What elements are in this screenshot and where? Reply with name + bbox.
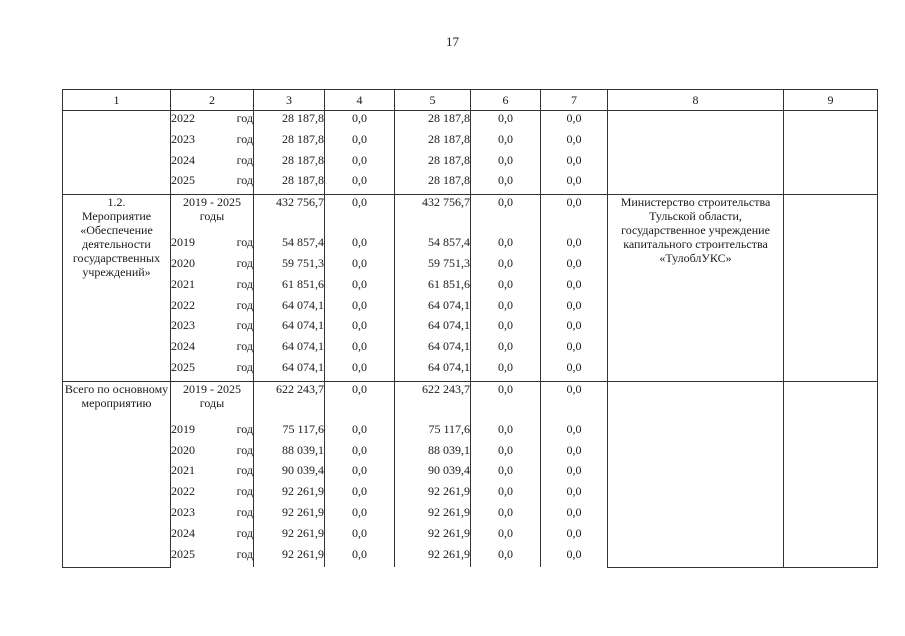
cell-col4: 0,0 bbox=[325, 235, 395, 256]
cell-col5: 54 857,4 bbox=[395, 235, 471, 256]
cell-col7: 0,0 bbox=[541, 298, 608, 319]
cell-col3: 92 261,9 bbox=[254, 484, 325, 505]
cell-col7: 0,0 bbox=[541, 339, 608, 360]
year-unit: год bbox=[236, 276, 253, 291]
cell-col7: 0,0 bbox=[541, 381, 608, 422]
cell-col5: 64 074,1 bbox=[395, 360, 471, 381]
cell-col3: 432 756,7 bbox=[254, 195, 325, 236]
year-cell bbox=[171, 298, 254, 319]
cell-col5: 88 039,1 bbox=[395, 443, 471, 464]
financing-table bbox=[62, 89, 878, 568]
cell-col6: 0,0 bbox=[471, 111, 541, 132]
year-unit: год bbox=[236, 111, 253, 125]
cell-col7: 0,0 bbox=[541, 132, 608, 153]
cell-col5: 92 261,9 bbox=[395, 484, 471, 505]
cell-col7: 0,0 bbox=[541, 153, 608, 174]
cell-col4: 0,0 bbox=[325, 422, 395, 443]
cell-col4: 0,0 bbox=[325, 132, 395, 153]
year-value: 2023 bbox=[171, 504, 195, 519]
year-value: 2019 bbox=[171, 421, 195, 436]
cell-col6: 0,0 bbox=[471, 360, 541, 381]
year-cell bbox=[171, 153, 254, 174]
cell-col5: 92 261,9 bbox=[395, 526, 471, 547]
cell-col3: 64 074,1 bbox=[254, 318, 325, 339]
year-value: 2025 bbox=[171, 546, 195, 561]
year-cell bbox=[171, 256, 254, 277]
cell-col3: 64 074,1 bbox=[254, 339, 325, 360]
cell-col4: 0,0 bbox=[325, 526, 395, 547]
cell-col4: 0,0 bbox=[325, 298, 395, 319]
cell-col4: 0,0 bbox=[325, 173, 395, 194]
cell-col4: 0,0 bbox=[325, 484, 395, 505]
cell-col7: 0,0 bbox=[541, 422, 608, 443]
cell-col6: 0,0 bbox=[471, 547, 541, 568]
cell-col4: 0,0 bbox=[325, 505, 395, 526]
cell-col4: 0,0 bbox=[325, 111, 395, 132]
cell-col3: 64 074,1 bbox=[254, 298, 325, 319]
year-unit: год bbox=[236, 463, 253, 478]
year-unit: год bbox=[236, 421, 253, 436]
cell-col5: 622 243,7 bbox=[395, 381, 471, 422]
year-value: 2023 bbox=[171, 318, 195, 333]
result-cell bbox=[784, 195, 878, 382]
year-value: 2025 bbox=[171, 173, 195, 188]
year-unit: год bbox=[236, 318, 253, 333]
period-cell: 2019 - 2025 годы bbox=[171, 381, 254, 422]
cell-col6: 0,0 bbox=[471, 277, 541, 298]
cell-col7: 0,0 bbox=[541, 235, 608, 256]
cell-col5: 64 074,1 bbox=[395, 339, 471, 360]
period-cell: 2019 - 2025 годы bbox=[171, 195, 254, 236]
cell-col6: 0,0 bbox=[471, 173, 541, 194]
year-cell bbox=[171, 111, 254, 132]
table-row bbox=[63, 195, 878, 236]
cell-col6: 0,0 bbox=[471, 463, 541, 484]
header-cell: 3 bbox=[254, 90, 325, 111]
year-cell bbox=[171, 277, 254, 298]
cell-col7: 0,0 bbox=[541, 463, 608, 484]
executor-cell bbox=[608, 381, 784, 567]
header-cell: 4 bbox=[325, 90, 395, 111]
cell-col6: 0,0 bbox=[471, 256, 541, 277]
year-value: 2022 bbox=[171, 484, 195, 499]
executor-cell bbox=[608, 111, 784, 195]
cell-col4: 0,0 bbox=[325, 339, 395, 360]
cell-col4: 0,0 bbox=[325, 463, 395, 484]
cell-col3: 54 857,4 bbox=[254, 235, 325, 256]
page-number: 17 bbox=[446, 34, 459, 49]
cell-col3: 92 261,9 bbox=[254, 505, 325, 526]
cell-col4: 0,0 bbox=[325, 443, 395, 464]
year-unit: год bbox=[236, 484, 253, 499]
cell-col5: 28 187,8 bbox=[395, 111, 471, 132]
cell-col6: 0,0 bbox=[471, 526, 541, 547]
cell-col4: 0,0 bbox=[325, 195, 395, 236]
year-unit: год bbox=[236, 442, 253, 457]
year-cell bbox=[171, 463, 254, 484]
cell-col3: 28 187,8 bbox=[254, 132, 325, 153]
cell-col6: 0,0 bbox=[471, 484, 541, 505]
cell-col6: 0,0 bbox=[471, 153, 541, 174]
header-cell: 1 bbox=[63, 90, 171, 111]
cell-col4: 0,0 bbox=[325, 547, 395, 568]
cell-col6: 0,0 bbox=[471, 422, 541, 443]
year-cell bbox=[171, 443, 254, 464]
cell-col6: 0,0 bbox=[471, 381, 541, 422]
cell-col7: 0,0 bbox=[541, 173, 608, 194]
year-value: 2024 bbox=[171, 152, 195, 167]
year-value: 2022 bbox=[171, 111, 195, 125]
cell-col4: 0,0 bbox=[325, 256, 395, 277]
cell-col5: 75 117,6 bbox=[395, 422, 471, 443]
year-unit: год bbox=[236, 525, 253, 540]
year-unit: год bbox=[236, 235, 253, 250]
year-unit: год bbox=[236, 546, 253, 561]
year-cell bbox=[171, 505, 254, 526]
cell-col5: 92 261,9 bbox=[395, 505, 471, 526]
year-value: 2020 bbox=[171, 255, 195, 270]
year-value: 2021 bbox=[171, 463, 195, 478]
cell-col7: 0,0 bbox=[541, 256, 608, 277]
table-row bbox=[63, 111, 878, 132]
year-unit: год bbox=[236, 504, 253, 519]
cell-col4: 0,0 bbox=[325, 318, 395, 339]
cell-col6: 0,0 bbox=[471, 195, 541, 236]
header-cell: 9 bbox=[784, 90, 878, 111]
cell-col3: 61 851,6 bbox=[254, 277, 325, 298]
cell-col6: 0,0 bbox=[471, 443, 541, 464]
cell-col7: 0,0 bbox=[541, 318, 608, 339]
cell-col4: 0,0 bbox=[325, 360, 395, 381]
cell-col7: 0,0 bbox=[541, 111, 608, 132]
cell-col5: 28 187,8 bbox=[395, 153, 471, 174]
cell-col7: 0,0 bbox=[541, 277, 608, 298]
cell-col6: 0,0 bbox=[471, 318, 541, 339]
activity-name-cell: Всего по основному мероприятию bbox=[63, 381, 171, 567]
year-cell bbox=[171, 235, 254, 256]
year-value: 2024 bbox=[171, 525, 195, 540]
cell-col5: 28 187,8 bbox=[395, 132, 471, 153]
cell-col6: 0,0 bbox=[471, 235, 541, 256]
header-row bbox=[63, 90, 878, 111]
year-cell bbox=[171, 547, 254, 568]
activity-name-cell bbox=[63, 111, 171, 195]
year-value: 2022 bbox=[171, 297, 195, 312]
cell-col4: 0,0 bbox=[325, 153, 395, 174]
cell-col4: 0,0 bbox=[325, 277, 395, 298]
year-cell bbox=[171, 173, 254, 194]
year-value: 2019 bbox=[171, 235, 195, 250]
cell-col6: 0,0 bbox=[471, 132, 541, 153]
year-value: 2024 bbox=[171, 339, 195, 354]
cell-col7: 0,0 bbox=[541, 547, 608, 568]
header-cell: 5 bbox=[395, 90, 471, 111]
cell-col3: 75 117,6 bbox=[254, 422, 325, 443]
cell-col5: 59 751,3 bbox=[395, 256, 471, 277]
cell-col5: 61 851,6 bbox=[395, 277, 471, 298]
year-unit: год bbox=[236, 131, 253, 146]
year-unit: год bbox=[236, 359, 253, 374]
header-cell: 2 bbox=[171, 90, 254, 111]
cell-col7: 0,0 bbox=[541, 505, 608, 526]
cell-col5: 432 756,7 bbox=[395, 195, 471, 236]
year-cell bbox=[171, 360, 254, 381]
year-unit: год bbox=[236, 297, 253, 312]
year-value: 2025 bbox=[171, 359, 195, 374]
cell-col3: 59 751,3 bbox=[254, 256, 325, 277]
year-unit: год bbox=[236, 173, 253, 188]
cell-col7: 0,0 bbox=[541, 195, 608, 236]
year-value: 2020 bbox=[171, 442, 195, 457]
table-row bbox=[63, 381, 878, 422]
cell-col3: 88 039,1 bbox=[254, 443, 325, 464]
cell-col5: 64 074,1 bbox=[395, 318, 471, 339]
cell-col3: 64 074,1 bbox=[254, 360, 325, 381]
cell-col3: 28 187,8 bbox=[254, 153, 325, 174]
cell-col6: 0,0 bbox=[471, 298, 541, 319]
year-cell bbox=[171, 422, 254, 443]
year-cell bbox=[171, 526, 254, 547]
cell-col6: 0,0 bbox=[471, 339, 541, 360]
year-unit: год bbox=[236, 339, 253, 354]
cell-col5: 28 187,8 bbox=[395, 173, 471, 194]
activity-name-cell: 1.2. Мероприятие «Обеспечение деятельности государственных учреждений» bbox=[63, 195, 171, 382]
year-cell bbox=[171, 318, 254, 339]
cell-col6: 0,0 bbox=[471, 505, 541, 526]
cell-col7: 0,0 bbox=[541, 526, 608, 547]
result-cell bbox=[784, 381, 878, 567]
year-cell bbox=[171, 339, 254, 360]
cell-col3: 92 261,9 bbox=[254, 547, 325, 568]
cell-col4: 0,0 bbox=[325, 381, 395, 422]
cell-col5: 90 039,4 bbox=[395, 463, 471, 484]
year-unit: год bbox=[236, 255, 253, 270]
cell-col3: 92 261,9 bbox=[254, 526, 325, 547]
cell-col3: 28 187,8 bbox=[254, 173, 325, 194]
year-unit: год bbox=[236, 152, 253, 167]
year-value: 2023 bbox=[171, 131, 195, 146]
header-cell: 7 bbox=[541, 90, 608, 111]
year-cell bbox=[171, 484, 254, 505]
cell-col3: 28 187,8 bbox=[254, 111, 325, 132]
year-cell bbox=[171, 132, 254, 153]
executor-cell: Министерство строительства Тульской области, государственное учреждение капитального строительства «ТулоблУКС» bbox=[608, 195, 784, 382]
cell-col3: 90 039,4 bbox=[254, 463, 325, 484]
cell-col5: 92 261,9 bbox=[395, 547, 471, 568]
cell-col7: 0,0 bbox=[541, 484, 608, 505]
cell-col5: 64 074,1 bbox=[395, 298, 471, 319]
header-cell: 8 bbox=[608, 90, 784, 111]
result-cell bbox=[784, 111, 878, 195]
cell-col7: 0,0 bbox=[541, 443, 608, 464]
year-value: 2021 bbox=[171, 276, 195, 291]
header-cell: 6 bbox=[471, 90, 541, 111]
cell-col7: 0,0 bbox=[541, 360, 608, 381]
cell-col3: 622 243,7 bbox=[254, 381, 325, 422]
